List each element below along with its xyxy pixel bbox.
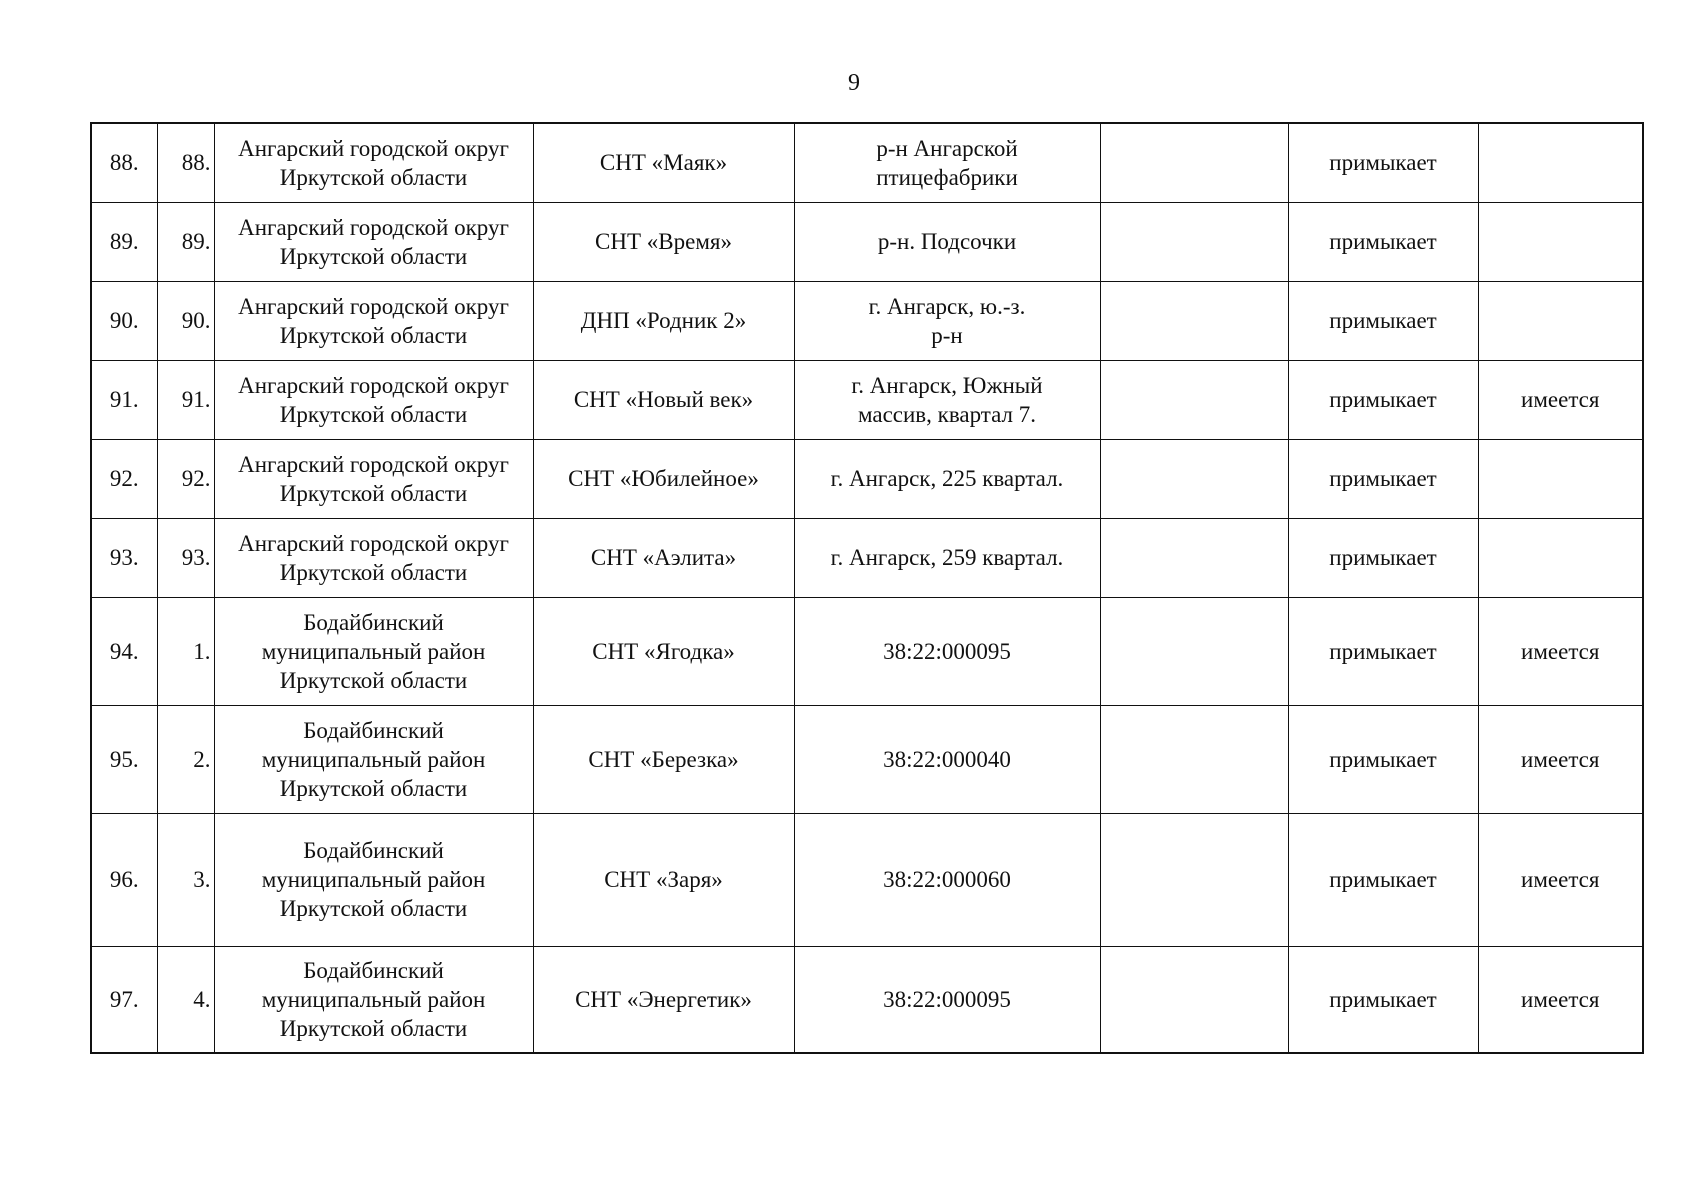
organization-cell: СНТ «Энергетик» [533, 946, 794, 1053]
organization-cell: СНТ «Березка» [533, 705, 794, 813]
location-cell: 38:22:000060 [794, 813, 1100, 946]
availability-cell: имеется [1478, 360, 1643, 439]
row-sub-number: 88. [157, 123, 214, 202]
availability-cell: имеется [1478, 813, 1643, 946]
row-sub-number: 89. [157, 202, 214, 281]
organization-cell: СНТ «Аэлита» [533, 518, 794, 597]
row-sub-number: 91. [157, 360, 214, 439]
table-row [91, 439, 1643, 518]
location-cell: г. Ангарск, ю.-з. р-н [794, 281, 1100, 360]
availability-cell: имеется [1478, 705, 1643, 813]
row-sub-number: 1. [157, 597, 214, 705]
empty-cell [1100, 202, 1288, 281]
table-row [91, 202, 1643, 281]
availability-cell [1478, 202, 1643, 281]
registry-table [90, 122, 1644, 1054]
empty-cell [1100, 813, 1288, 946]
empty-cell [1100, 360, 1288, 439]
table-row [91, 123, 1643, 202]
table-row [91, 946, 1643, 1053]
location-cell: г. Ангарск, 225 квартал. [794, 439, 1100, 518]
municipality-cell: Ангарский городской округ Иркутской области [214, 518, 533, 597]
municipality-cell: Бодайбинский муниципальный район Иркутской области [214, 705, 533, 813]
empty-cell [1100, 281, 1288, 360]
row-sub-number: 90. [157, 281, 214, 360]
table-row [91, 281, 1643, 360]
municipality-cell: Ангарский городской округ Иркутской области [214, 281, 533, 360]
row-number: 91. [91, 360, 157, 439]
row-number: 96. [91, 813, 157, 946]
municipality-cell: Ангарский городской округ Иркутской области [214, 360, 533, 439]
empty-cell [1100, 123, 1288, 202]
organization-cell: СНТ «Заря» [533, 813, 794, 946]
location-cell: 38:22:000095 [794, 946, 1100, 1053]
adjacency-cell: примыкает [1288, 518, 1478, 597]
page-number: 9 [848, 70, 860, 96]
empty-cell [1100, 597, 1288, 705]
table-row [91, 597, 1643, 705]
row-number: 93. [91, 518, 157, 597]
municipality-cell: Бодайбинский муниципальный район Иркутской области [214, 946, 533, 1053]
availability-cell: имеется [1478, 597, 1643, 705]
empty-cell [1100, 439, 1288, 518]
availability-cell [1478, 439, 1643, 518]
adjacency-cell: примыкает [1288, 360, 1478, 439]
row-number: 88. [91, 123, 157, 202]
availability-cell [1478, 518, 1643, 597]
location-cell: 38:22:000040 [794, 705, 1100, 813]
location-cell: 38:22:000095 [794, 597, 1100, 705]
location-cell: г. Ангарск, Южный массив, квартал 7. [794, 360, 1100, 439]
table-row [91, 813, 1643, 946]
row-number: 89. [91, 202, 157, 281]
row-sub-number: 93. [157, 518, 214, 597]
row-number: 97. [91, 946, 157, 1053]
organization-cell: СНТ «Юбилейное» [533, 439, 794, 518]
location-cell: г. Ангарск, 259 квартал. [794, 518, 1100, 597]
row-number: 90. [91, 281, 157, 360]
adjacency-cell: примыкает [1288, 281, 1478, 360]
municipality-cell: Ангарский городской округ Иркутской области [214, 123, 533, 202]
location-cell: р-н Ангарской птицефабрики [794, 123, 1100, 202]
adjacency-cell: примыкает [1288, 813, 1478, 946]
organization-cell: СНТ «Время» [533, 202, 794, 281]
availability-cell: имеется [1478, 946, 1643, 1053]
municipality-cell: Ангарский городской округ Иркутской области [214, 202, 533, 281]
row-sub-number: 4. [157, 946, 214, 1053]
organization-cell: СНТ «Новый век» [533, 360, 794, 439]
adjacency-cell: примыкает [1288, 946, 1478, 1053]
row-number: 94. [91, 597, 157, 705]
row-sub-number: 92. [157, 439, 214, 518]
municipality-cell: Бодайбинский муниципальный район Иркутской области [214, 597, 533, 705]
adjacency-cell: примыкает [1288, 123, 1478, 202]
adjacency-cell: примыкает [1288, 202, 1478, 281]
adjacency-cell: примыкает [1288, 705, 1478, 813]
municipality-cell: Бодайбинский муниципальный район Иркутской области [214, 813, 533, 946]
row-number: 92. [91, 439, 157, 518]
adjacency-cell: примыкает [1288, 597, 1478, 705]
municipality-cell: Ангарский городской округ Иркутской области [214, 439, 533, 518]
table-row [91, 360, 1643, 439]
table-row [91, 705, 1643, 813]
location-cell: р-н. Подсочки [794, 202, 1100, 281]
empty-cell [1100, 518, 1288, 597]
empty-cell [1100, 705, 1288, 813]
organization-cell: СНТ «Маяк» [533, 123, 794, 202]
row-sub-number: 2. [157, 705, 214, 813]
row-sub-number: 3. [157, 813, 214, 946]
adjacency-cell: примыкает [1288, 439, 1478, 518]
table-row [91, 518, 1643, 597]
availability-cell [1478, 123, 1643, 202]
availability-cell [1478, 281, 1643, 360]
empty-cell [1100, 946, 1288, 1053]
organization-cell: СНТ «Ягодка» [533, 597, 794, 705]
row-number: 95. [91, 705, 157, 813]
organization-cell: ДНП «Родник 2» [533, 281, 794, 360]
